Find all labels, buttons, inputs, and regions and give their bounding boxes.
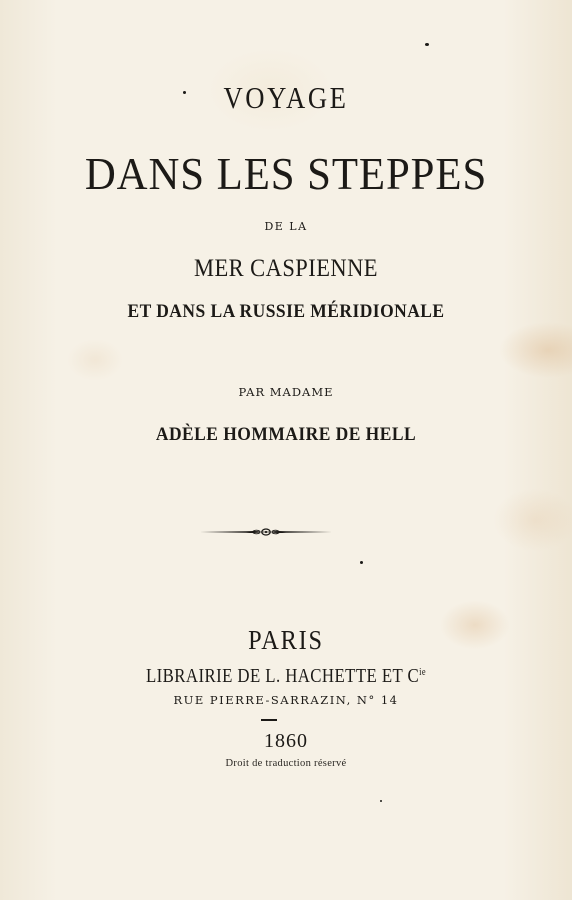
imprint-publisher-superscript: ie: [419, 667, 427, 678]
imprint-publisher-text: LIBRAIRIE DE L. HACHETTE ET C: [145, 665, 420, 687]
ink-speck: [183, 91, 186, 94]
imprint-year: 1860: [264, 730, 308, 752]
title-line-russie: ET DANS LA RUSSIE MÉRIDIONALE: [127, 301, 445, 322]
title-connector: DE LA: [264, 220, 308, 233]
short-divider-rule: [261, 719, 277, 721]
rights-notice: Droit de traduction réservé: [225, 758, 347, 769]
title-line-voyage: VOYAGE: [223, 80, 349, 115]
title-line-dans-les-steppes: DANS LES STEPPES: [84, 148, 488, 199]
ink-speck: [360, 561, 363, 564]
imprint-publisher: [46, 666, 526, 686]
title-line-mer-caspienne: MER CASPIENNE: [194, 255, 378, 282]
imprint-address: RUE PIERRE-SARRAZIN, N° 14: [173, 693, 399, 707]
decorative-rule-ornament-icon: [200, 524, 332, 540]
ink-speck: [380, 800, 382, 802]
author-name: ADÈLE HOMMAIRE DE HELL: [155, 424, 417, 445]
imprint-city: PARIS: [248, 625, 324, 655]
byline-prefix: PAR MADAME: [238, 385, 334, 399]
ink-speck: [425, 43, 429, 46]
